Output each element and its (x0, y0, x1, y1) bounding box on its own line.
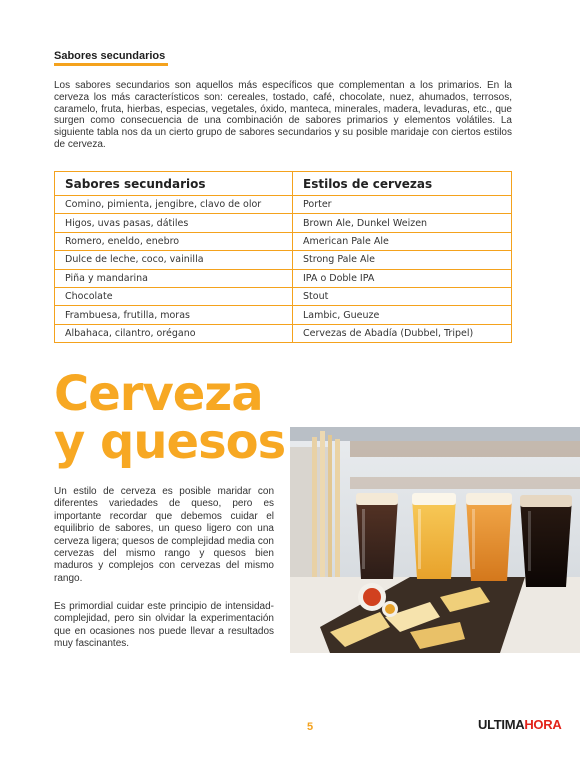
style-cell: American Pale Ale (293, 232, 512, 250)
title-line-1: Cerveza (54, 366, 263, 422)
table-row (55, 324, 512, 342)
table-row (55, 287, 512, 305)
flavor-cell: Chocolate (55, 287, 293, 305)
flavor-cell: Piña y mandarina (55, 269, 293, 287)
style-cell: Brown Ale, Dunkel Weizen (293, 214, 512, 232)
style-cell: IPA o Doble IPA (293, 269, 512, 287)
intro-paragraph: Los sabores secundarios son aquellos más específicos que complementan a los primarios. En la cerveza los más característicos son: cereales, tostado, café, chocolate, nuez, ahumados, terrosos, caramelo, fruta, hierbas, especias, vegetales, óxido, manteca, minerales, madera, levaduras, etc., que surgen como consecuencia de una combinación de sabores primarios y elementos volátiles. La siguiente tabla nos da un cierto grupo de sabores secundarios y su posible maridaje con ciertos estilos de cerveza. (54, 80, 512, 150)
flavor-cell: Dulce de leche, coco, vainilla (55, 251, 293, 269)
brand-logo-part-2: HORA (524, 717, 562, 732)
column-header-styles: Estilos de cervezas (293, 172, 512, 196)
style-cell: Cervezas de Abadía (Dubbel, Tripel) (293, 324, 512, 342)
table-row (55, 251, 512, 269)
flavor-cell: Frambuesa, frutilla, moras (55, 306, 293, 324)
style-cell: Lambic, Gueuze (293, 306, 512, 324)
table-row (55, 269, 512, 287)
table-row (55, 196, 512, 214)
table-row (55, 214, 512, 232)
page-title (54, 366, 286, 470)
style-cell: Porter (293, 196, 512, 214)
flavor-cell: Comino, pimienta, jengibre, clavo de olor (55, 196, 293, 214)
table-row (55, 306, 512, 324)
table-header-row (55, 172, 512, 196)
body-paragraph-2: Es primordial cuidar este principio de intensidad-complejidad, pero sin olvidar la experimentación que en ocasiones nos puede llevar a resultados muy fascinantes. (54, 601, 274, 650)
column-header-flavors: Sabores secundarios (55, 172, 293, 196)
brand-logo-part-1: ULTIMA (478, 717, 525, 732)
style-cell: Strong Pale Ale (293, 251, 512, 269)
table-row (55, 232, 512, 250)
pairing-table (54, 171, 512, 343)
page-number: 5 (307, 721, 314, 733)
title-line-2: y quesos (54, 414, 286, 470)
flavor-cell: Romero, eneldo, enebro (55, 232, 293, 250)
flavor-cell: Higos, uvas pasas, dátiles (55, 214, 293, 232)
style-cell: Stout (293, 287, 512, 305)
body-paragraph-1: Un estilo de cerveza es posible maridar con diferentes variedades de queso, pero es importante recordar que debemos cuidar el equilibrio de sabores, un queso ligero con una cerveza ligera; quesos de complejidad media con cervezas del mismo rango y quesos bien maduros y complejos con cervezas del mismo rango. (54, 486, 274, 584)
brand-logo (478, 717, 561, 732)
flavor-cell: Albahaca, cilantro, orégano (55, 324, 293, 342)
section-label: Sabores secundarios (54, 49, 168, 66)
beer-cheese-photo (290, 427, 580, 653)
